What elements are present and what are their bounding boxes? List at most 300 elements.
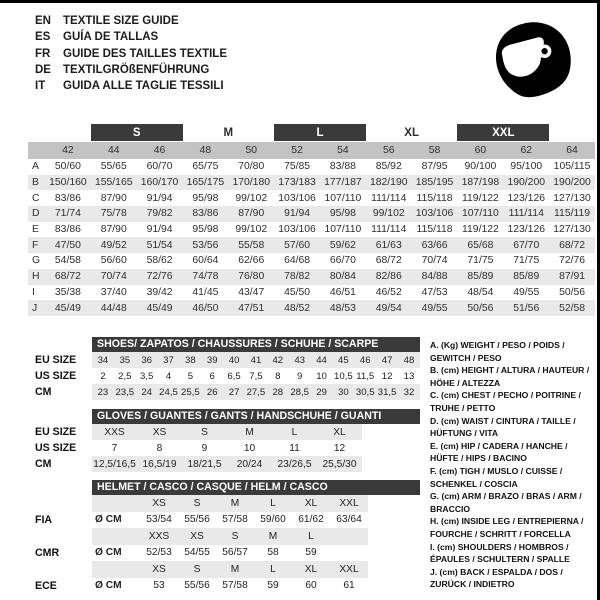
measurement-value: 49/55 [513, 286, 540, 298]
size-value: 11 [289, 442, 300, 454]
measurement-value: 103/106 [415, 208, 454, 220]
size-value: 25,5/30 [322, 458, 357, 470]
size-value: L [291, 426, 298, 438]
measurement-value: 47/50 [54, 239, 81, 251]
language-row [35, 62, 227, 78]
helmet-size-value: 57/58 [222, 514, 248, 526]
measurement-value: 87/90 [238, 208, 265, 220]
helmet-table-title: HELMET / CASCO / CASQUE / HELM / CASCO [92, 480, 420, 495]
size-group-l: L [274, 124, 366, 141]
language-code: ES [35, 31, 51, 44]
measurement-value: 150/160 [49, 177, 87, 189]
measurement-value: 63/66 [421, 239, 448, 251]
measurement-value: 182/190 [369, 177, 408, 189]
measurement-value: 54/58 [54, 255, 81, 267]
row-letter: E [32, 224, 39, 236]
legend-item: I. (cm) SHOULDERS / HOMBROS / ÉPAULES / SCHULTERN / SPALLE [430, 541, 570, 565]
gloves-row [35, 424, 420, 440]
measurement-value: 91/94 [146, 224, 173, 236]
size-value: 6 [209, 370, 215, 382]
measurement-value: 84/88 [421, 271, 448, 283]
size-group-xl: XL [404, 126, 419, 139]
size-value: 5 [187, 370, 194, 382]
helmet-size-value: 58 [267, 547, 279, 559]
value-strip [92, 512, 368, 529]
size-value: 28 [272, 386, 284, 398]
measurement-legend [430, 339, 596, 591]
size-value: 2,5 [118, 370, 132, 382]
measurement-value: 80/84 [329, 271, 356, 283]
row-letter: C [32, 192, 40, 204]
size-number: 64 [566, 145, 578, 156]
measurement-value: 105/115 [553, 161, 591, 173]
measurement-value: 107/110 [462, 208, 499, 220]
size-strip [92, 561, 368, 578]
legend-item: F. (cm) TIGH / MUSLO / CUISSE / SCHENKEL / COSCIA [430, 465, 563, 489]
size-value: 42 [272, 354, 284, 366]
measurement-value: 46/51 [329, 286, 356, 298]
language-code: IT [35, 80, 46, 93]
size-value: 8 [275, 370, 281, 382]
size-number: 54 [337, 145, 349, 156]
measurement-value: 71/75 [467, 255, 494, 267]
helmet-size-label: S [193, 563, 201, 575]
shoes-table-rows [35, 352, 420, 400]
size-number: 46 [153, 145, 166, 156]
measurement-value: 45/49 [146, 302, 173, 314]
measurement-value: 79/82 [146, 208, 173, 220]
measurement-value: 127/130 [553, 224, 591, 236]
legend-item: E. (cm) HIP / CADERA / HANCHE / HÜFTE / HIPS / BACINO [430, 440, 568, 464]
measurement-value: 99/102 [235, 192, 268, 204]
measurement-value: 91/94 [284, 208, 311, 220]
language-list [35, 13, 227, 94]
size-group-s: S [91, 124, 183, 141]
row-letter: G [32, 255, 41, 267]
size-value: 4 [165, 370, 172, 382]
value-strip [92, 545, 368, 562]
row-letter: J [32, 302, 38, 314]
measurement-value: 49/54 [375, 302, 402, 314]
measurement-row-b [28, 175, 595, 191]
size-value: 23 [97, 386, 109, 398]
measurement-value: 52/58 [559, 302, 586, 314]
measurement-value: 47/51 [238, 302, 265, 314]
measurement-value: 103/106 [278, 224, 316, 236]
measurement-row-e [28, 222, 595, 238]
helmet-size-value: 53/54 [146, 514, 172, 526]
measurement-value: 75/78 [100, 208, 127, 220]
measurement-value: 170/180 [232, 177, 271, 189]
size-value: 12 [381, 370, 393, 382]
size-value: 12,5/16,5 [93, 458, 136, 470]
size-value: 12 [333, 442, 346, 454]
language-code: EN [35, 15, 51, 27]
measurement-value: 65/68 [467, 239, 494, 251]
size-value: 46 [359, 354, 371, 366]
size-value: XXS [104, 426, 125, 438]
standard-label: ECE [35, 579, 57, 592]
helmet-size-label: XL [304, 563, 318, 575]
size-value: 48 [403, 354, 415, 366]
measurement-value: 87/90 [100, 224, 127, 236]
measurement-value: 115/119 [554, 208, 591, 220]
helmet-size-value: 52/53 [146, 547, 172, 559]
measurement-value: 51/54 [146, 239, 173, 251]
size-value: 26 [206, 386, 218, 398]
legend-item: B. (cm) HEIGHT / ALTURA / HAUTEUR / HÖHE / ALTEZZA [430, 365, 590, 388]
helmet-size-label: M [230, 497, 240, 509]
value-strip [92, 424, 362, 440]
helmet-size-label: XXS [148, 530, 170, 542]
size-value: 10,5 [334, 370, 353, 382]
measurement-value: 60/70 [146, 161, 173, 173]
measurement-value: 43/47 [238, 286, 265, 298]
diameter-unit: Ø CM [95, 580, 122, 592]
measurement-value: 123/126 [507, 224, 546, 236]
value-strip [92, 456, 362, 472]
measurement-value: 95/98 [192, 192, 219, 204]
helmet-size-value: 60 [305, 580, 317, 592]
measurement-value: 99/102 [235, 224, 268, 236]
measurement-value: 107/110 [324, 192, 362, 204]
size-number: 50 [245, 145, 258, 156]
measurement-value: 95/98 [329, 208, 356, 220]
measurement-value: 127/130 [553, 192, 591, 204]
measurement-value: 177/187 [324, 177, 362, 189]
measurement-value: 83/88 [329, 161, 356, 173]
helmet-size-row-fia [35, 495, 420, 512]
size-group-xxl: XXL [457, 124, 549, 141]
measurement-value: 103/106 [278, 192, 316, 204]
helmet-size-value: 63/64 [336, 514, 362, 526]
size-value: 10 [316, 370, 327, 382]
helmet-size-label: XS [152, 563, 166, 575]
size-value: 28,5 [290, 386, 309, 398]
helmet-size-value: 61/62 [298, 514, 324, 526]
measurement-value: 61/63 [375, 239, 402, 251]
legend-item: C. (cm) CHEST / PECHO / POITRINE / TRUHE / PETTO [430, 390, 581, 413]
measurement-row-i [28, 285, 595, 301]
measurement-value: 115/118 [416, 224, 453, 236]
measurement-value: 50/56 [559, 286, 586, 298]
measurement-value: 83/86 [192, 208, 219, 220]
measurement-value: 82/86 [375, 271, 402, 283]
measurement-value: 49/55 [421, 302, 448, 314]
gloves-size-table [35, 409, 420, 472]
measurement-value: 95/100 [510, 161, 543, 173]
legend-item: D. (cm) WAIST / CINTURA / TAILLE / HÜFTUNG / VITA [430, 415, 576, 439]
measurement-value: 45/49 [54, 302, 81, 314]
size-value: 23,5 [115, 386, 135, 398]
helmet-size-label: S [231, 530, 239, 542]
measurement-value: 57/60 [284, 239, 311, 251]
helmet-value-row-cmr [35, 545, 420, 562]
measurement-value: 76/80 [238, 271, 265, 283]
measurement-value: 41/45 [192, 286, 219, 298]
measurement-value: 115/118 [416, 192, 453, 204]
row-letter: B [32, 177, 39, 189]
shoes-size-table [35, 337, 420, 400]
measurement-value: 45/50 [284, 286, 311, 298]
measurement-row-a [28, 159, 595, 175]
measurement-value: 190/200 [507, 177, 546, 189]
helmet-size-value: 55/56 [184, 514, 210, 526]
measurement-value: 95/98 [192, 224, 219, 236]
measurement-value: 58/62 [146, 255, 173, 267]
measurement-row-d [28, 206, 595, 222]
row-letter: I [32, 286, 35, 298]
size-value: 7,5 [249, 370, 263, 382]
size-strip [92, 528, 368, 545]
language-code: DE [35, 63, 51, 76]
measurement-row-j [28, 300, 595, 316]
measurement-value: 50/60 [54, 161, 81, 173]
measurement-row-h [28, 269, 595, 285]
size-value: 13 [403, 370, 415, 382]
measurement-value: 190/200 [553, 177, 591, 189]
size-strip [92, 495, 368, 512]
size-value: S [201, 426, 208, 438]
measurement-value: 55/65 [100, 161, 127, 173]
size-value: 37 [163, 354, 174, 366]
diameter-unit: Ø CM [95, 547, 122, 559]
size-group-row [28, 123, 595, 142]
size-value: 7 [111, 442, 118, 454]
size-value: 44 [316, 354, 327, 366]
size-group-m: M [223, 126, 234, 139]
language-row [35, 13, 227, 29]
helmet-size-label: XS [190, 530, 204, 542]
measurement-value: 37/40 [100, 286, 127, 298]
helmet-table-rows [35, 495, 420, 594]
size-number: 42 [62, 145, 74, 156]
value-strip [92, 352, 420, 368]
measurement-value: 65/75 [192, 161, 219, 173]
helmet-size-label: L [270, 497, 276, 509]
size-number: 58 [428, 145, 441, 156]
helmet-size-value: 59/60 [260, 514, 286, 526]
helmet-size-row-ece [35, 561, 420, 578]
helmet-size-table [35, 480, 420, 594]
size-number: 52 [291, 145, 303, 156]
helmet-size-value: 53 [153, 580, 165, 592]
measurement-row-f [28, 237, 595, 253]
measurement-value: 60/64 [192, 255, 219, 267]
helmet-size-value: 59 [305, 547, 317, 559]
shoes-row [35, 352, 420, 368]
measurement-value: 49/52 [100, 239, 127, 251]
size-value: 16,5/19 [142, 458, 177, 470]
measurement-value: 83/86 [54, 224, 81, 236]
row-label: US SIZE [35, 442, 77, 454]
legend-item: A. (Kg) WEIGHT / PESO / POIDS / GEWITCH / PESO [430, 340, 565, 363]
helmet-value-row-fia [35, 512, 420, 529]
helmet-size-label: XXL [339, 497, 359, 509]
measurement-value: 72/76 [146, 271, 173, 283]
measurement-value: 48/53 [329, 302, 356, 314]
measurement-value: 70/74 [421, 255, 448, 267]
size-value: 45 [338, 354, 349, 366]
language-row [35, 46, 227, 62]
measurement-value: 85/89 [467, 271, 494, 283]
helmet-size-label: M [268, 530, 278, 542]
measurement-value: 85/92 [375, 161, 402, 173]
standard-label: CMR [35, 546, 60, 559]
measurement-value: 187/198 [461, 177, 500, 189]
size-value: 40 [228, 354, 240, 366]
size-value: 31,5 [377, 386, 397, 398]
gloves-row [35, 440, 420, 456]
measurement-value: 185/195 [415, 177, 454, 189]
size-value: 39 [206, 354, 218, 366]
measurement-value: 70/74 [100, 271, 127, 283]
measurement-value: 68/72 [559, 239, 586, 251]
size-value: 24 [141, 386, 152, 398]
size-value: XL [333, 426, 346, 438]
helmet-size-label: L [308, 530, 314, 542]
measurement-value: 99/102 [372, 208, 405, 220]
helmet-size-value: 61 [343, 580, 355, 592]
row-label: EU SIZE [35, 426, 77, 438]
helmet-size-value: 56/57 [222, 547, 248, 559]
language-row [35, 78, 227, 94]
value-strip [92, 578, 368, 595]
measurement-value: 87/95 [421, 161, 448, 173]
gloves-table-title: GLOVES / GUANTES / GANTS / HANDSCHUHE / GUANTI [92, 409, 420, 424]
size-value: 25,5 [181, 386, 200, 398]
measurement-row-g [28, 253, 595, 269]
size-value: 11,5 [356, 370, 375, 382]
helmet-value-row-ece [35, 578, 420, 595]
measurement-value: 47/53 [421, 286, 448, 298]
size-number: 62 [520, 145, 533, 156]
size-number: 56 [382, 145, 395, 156]
language-label: GUÍA DE TALLAS [63, 31, 159, 44]
size-number: 44 [107, 145, 120, 156]
helmet-size-label: S [193, 497, 201, 509]
measurement-value: 85/89 [513, 271, 540, 283]
helmet-size-label: L [270, 563, 276, 575]
measurement-value: 119/122 [462, 224, 499, 236]
language-label: TEXTILGRÖßENFÜHRUNG [63, 63, 210, 76]
helmet-size-label: XL [304, 497, 318, 509]
measurement-value: 72/76 [559, 255, 586, 267]
measurement-value: 68/72 [375, 255, 402, 267]
measurement-value: 56/60 [100, 255, 127, 267]
measurement-value: 155/165 [94, 177, 133, 189]
row-label: EU SIZE [35, 354, 77, 366]
helmet-size-value: 55/56 [184, 580, 210, 592]
measurement-value: 87/90 [100, 192, 127, 204]
value-strip [92, 384, 420, 400]
legend-item: J. (cm) BACK / ESPALDA / DOS / ZURÜCK / INDIETRO [430, 566, 563, 590]
size-value: 38 [185, 354, 196, 366]
measurement-value: 48/54 [467, 286, 494, 298]
measurement-value: 59/62 [329, 239, 356, 251]
gloves-table-rows [35, 424, 420, 472]
helmet-size-value: 59 [267, 580, 279, 592]
shoes-table-title: SHOES/ ZAPATOS / CHAUSSURES / SCHUHE / SCARPE [92, 337, 420, 352]
measurement-value: 165/175 [186, 177, 225, 189]
row-label: CM [35, 458, 52, 470]
measurement-value: 71/75 [513, 255, 540, 267]
measurement-value: 90/100 [464, 161, 497, 173]
size-value: 27 [228, 386, 240, 398]
measurement-value: 68/72 [54, 271, 81, 283]
size-value: 27,5 [246, 386, 266, 398]
helmet-size-value: 54/55 [184, 547, 210, 559]
row-label: CM [35, 386, 52, 398]
size-value: XS [152, 426, 167, 438]
size-value: 2 [100, 370, 106, 382]
size-value: 41 [250, 354, 262, 366]
size-value: 10 [243, 442, 256, 454]
legend-item: G. (cm) ARM / BRAZO / BRAS / ARM / BRACCIO [430, 491, 582, 514]
measurement-value: 53/56 [192, 239, 219, 251]
size-value: 9 [296, 370, 303, 382]
value-strip [92, 368, 420, 384]
size-value: 18/21,5 [187, 458, 222, 470]
language-label: GUIDA ALLE TAGLIE TESSILI [63, 80, 224, 93]
size-value: 9 [201, 442, 208, 454]
size-number: 60 [474, 145, 487, 156]
measurement-value: 107/110 [324, 224, 362, 236]
size-number-row [28, 142, 595, 159]
measurement-value: 44/48 [100, 302, 127, 314]
measurement-value: 55/58 [238, 239, 265, 251]
measurement-value: 173/183 [278, 177, 316, 189]
measurement-value: 62/66 [238, 255, 265, 267]
measurement-row-c [28, 190, 595, 206]
size-value: 30 [338, 386, 349, 398]
measurement-value: 70/80 [238, 161, 265, 173]
measurement-value: 66/70 [329, 255, 356, 267]
size-value: 30,5 [355, 386, 375, 398]
size-number: 48 [199, 145, 212, 156]
shoes-row [35, 368, 420, 384]
size-value: 29 [316, 386, 327, 398]
measurement-value: 64/68 [284, 255, 311, 267]
standard-label: FIA [35, 513, 53, 526]
racing-helmet-icon [487, 15, 577, 109]
size-value: 24,5 [159, 386, 178, 398]
size-value: 8 [156, 442, 163, 454]
size-value: 47 [381, 354, 393, 366]
size-value: 6,5 [227, 370, 241, 382]
language-label: TEXTILE SIZE GUIDE [63, 15, 179, 27]
helmet-size-label: XS [152, 497, 166, 509]
language-row [35, 29, 227, 45]
size-value: 35 [119, 354, 131, 366]
measurement-value: 111/114 [371, 224, 407, 236]
measurement-value: 67/70 [513, 239, 540, 251]
value-strip [92, 440, 362, 456]
size-value: 32 [403, 386, 415, 398]
helmet-size-row-cmr [35, 528, 420, 545]
measurement-value: 111/114 [371, 192, 407, 204]
size-value: 20/24 [236, 458, 263, 470]
measurement-value: 71/74 [54, 208, 81, 220]
shoes-row [35, 384, 420, 400]
row-letter: D [32, 208, 40, 220]
gloves-row [35, 456, 420, 472]
size-value: 36 [141, 354, 152, 366]
size-value: 43 [294, 354, 305, 366]
legend-item: H. (cm) INSIDE LEG / ENTREPIERNA / FOURCHE / SCHRITT / FORCELLA [430, 516, 584, 539]
helmet-size-label: M [230, 563, 240, 575]
row-letter: H [32, 271, 40, 283]
